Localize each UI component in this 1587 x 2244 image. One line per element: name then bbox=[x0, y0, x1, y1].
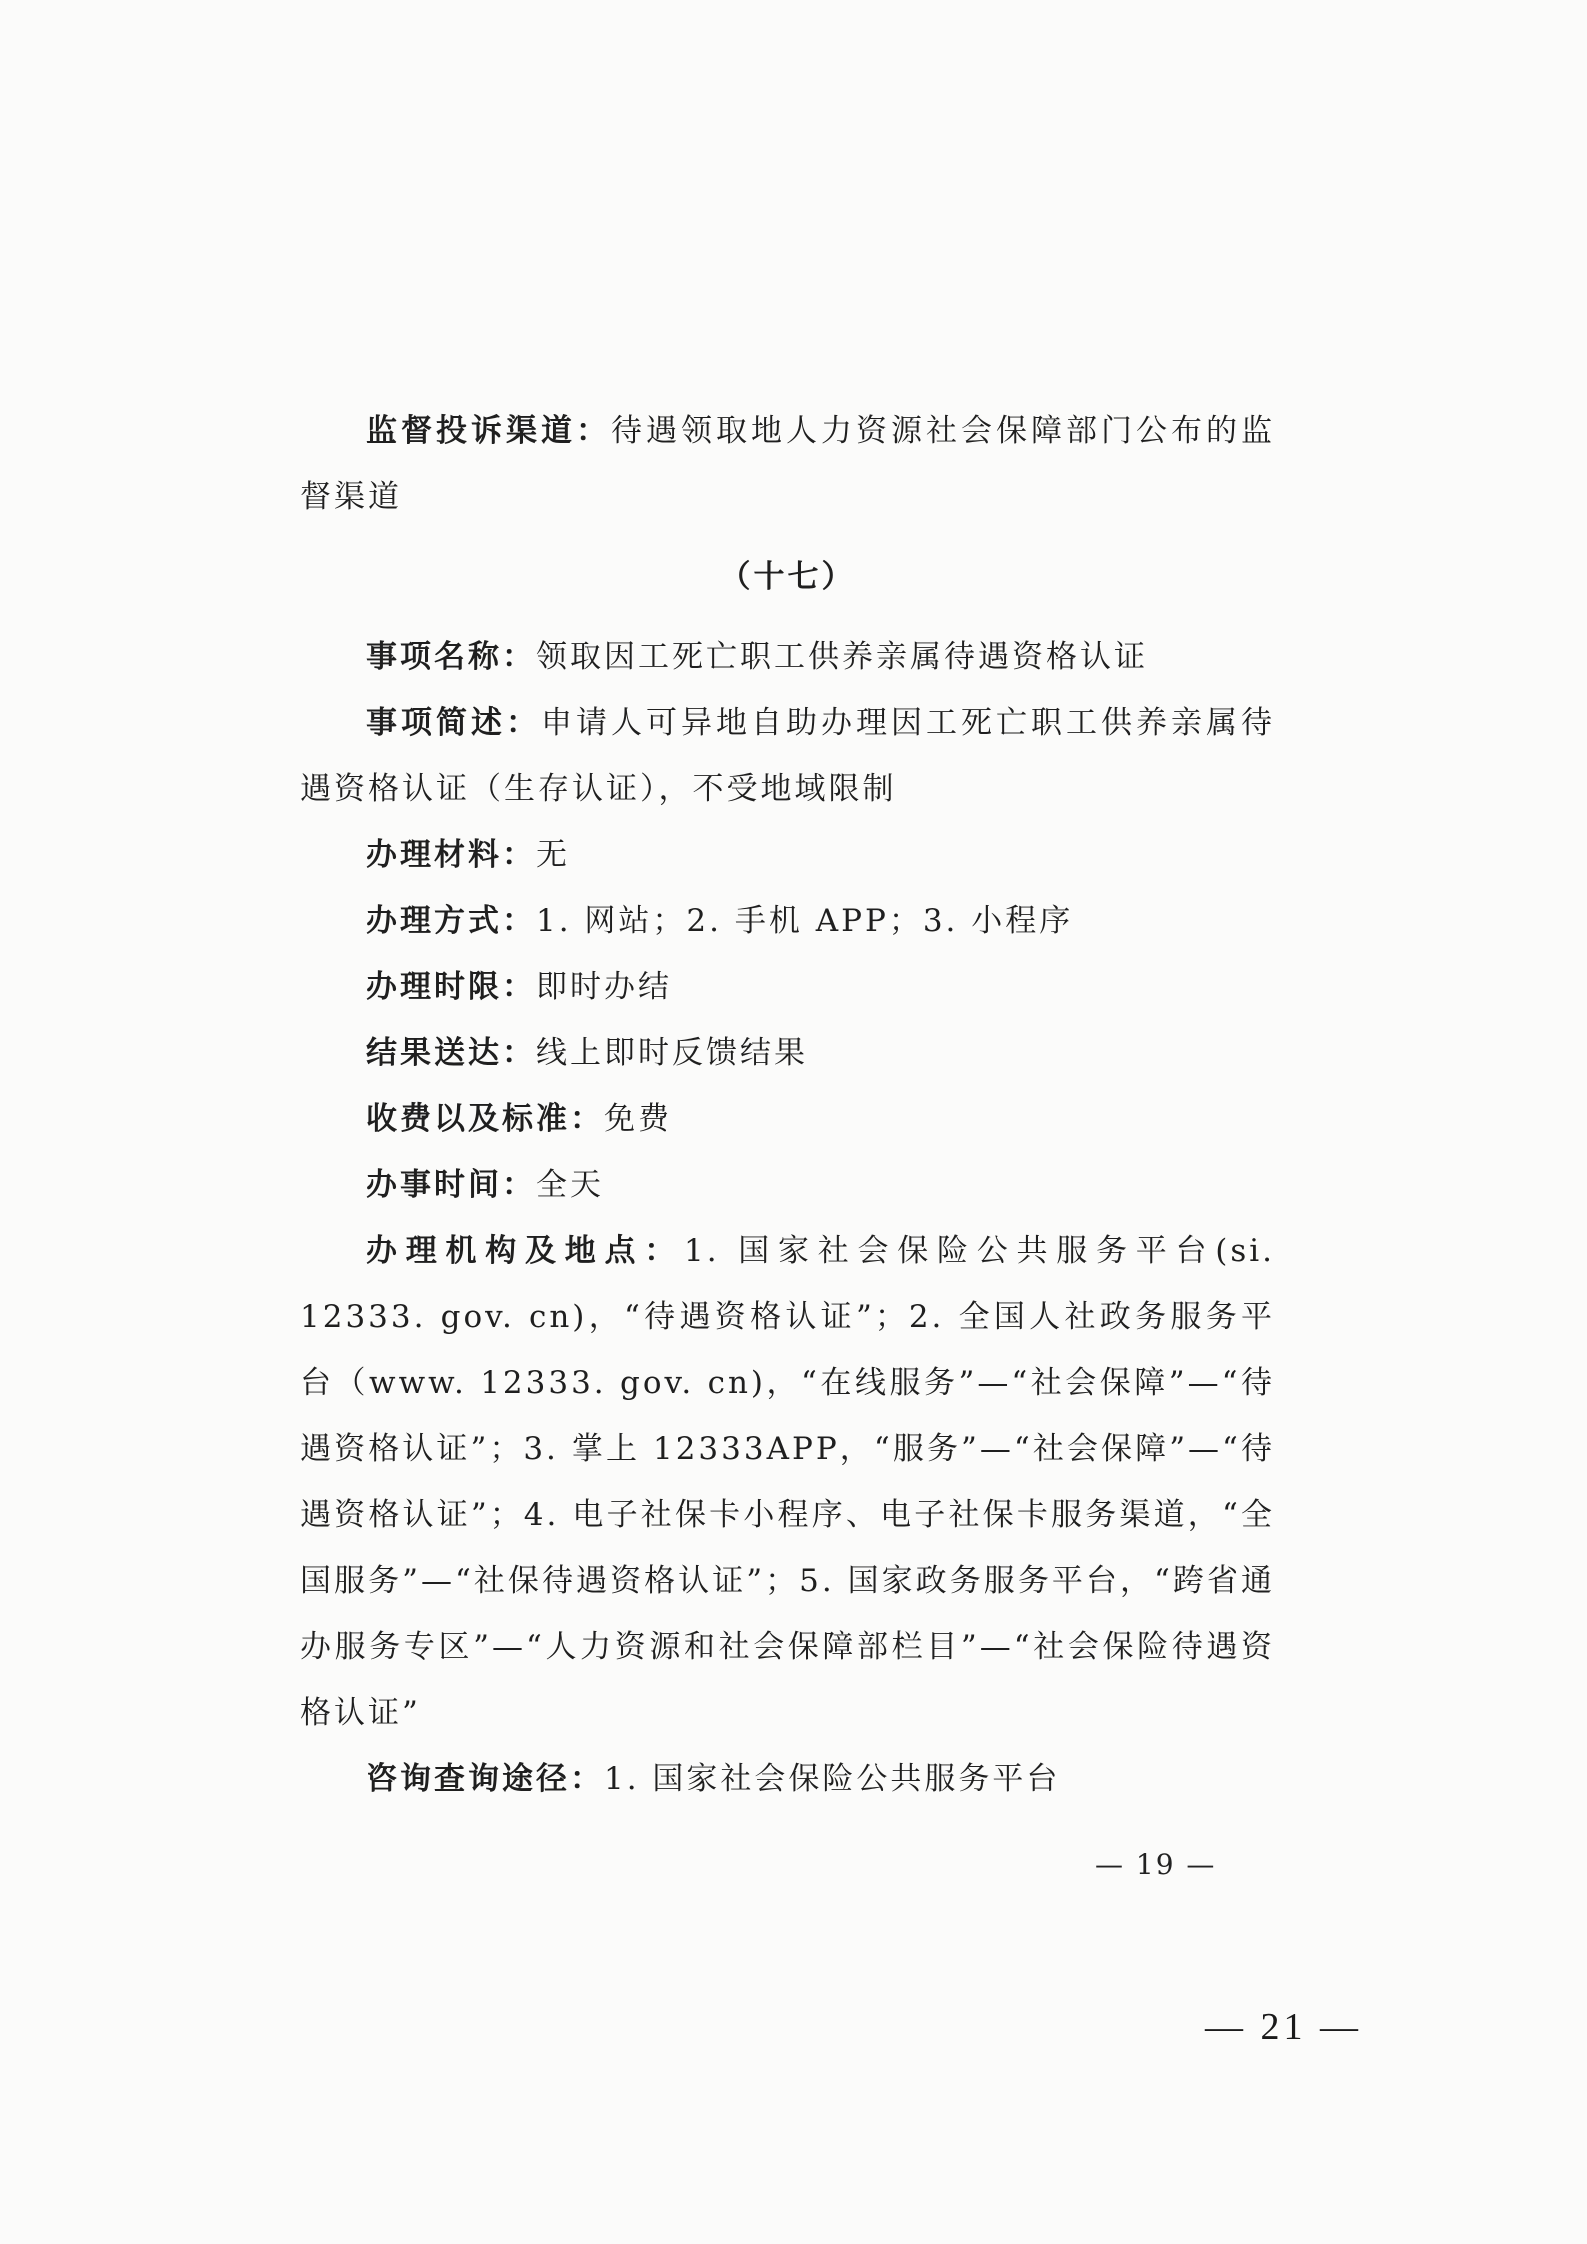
item-text: 1. 国家社会保险公共服务平台 bbox=[604, 1761, 1061, 1797]
item-text: 无 bbox=[536, 837, 570, 873]
supervision-text: 待遇领取地人力资源社会保障部门公布的监督渠道 bbox=[300, 413, 1275, 515]
supervision-label: 监督投诉渠道： bbox=[366, 413, 611, 449]
item-text: 1. 国家社会保险公共服务平台(si. 12333. gov. cn)，“待遇资格认证”；2. 全国人社政务服务平台（www. 12333. gov. cn)，“在线服务”—“社会保障”—“待遇资格认证”；3. 掌上 12333APP，“服务”—“社会保障”—“待遇资格认证”；4. 电子社保卡小程序、电子社保卡服务渠道，“全国服务”—“社保待遇资格认证”；5. 国家政务服务平台，“跨省通办服务专区”—“人力资源和社会保障部栏目”—“社会保险待遇资格认证” bbox=[300, 1233, 1276, 1731]
item-text: 即时办结 bbox=[536, 969, 672, 1005]
item-method-paragraph bbox=[300, 888, 1275, 954]
item-label: 办理时限： bbox=[366, 969, 536, 1005]
item-label: 办事时间： bbox=[366, 1167, 536, 1203]
supervision-paragraph bbox=[300, 398, 1275, 530]
outer-page-number: — 21 — bbox=[1205, 2006, 1362, 2048]
item-label: 事项名称： bbox=[366, 639, 536, 675]
item-label: 事项简述： bbox=[366, 705, 541, 741]
item-result-delivery-paragraph bbox=[300, 1020, 1275, 1086]
item-label: 结果送达： bbox=[366, 1035, 536, 1071]
item-materials-paragraph bbox=[300, 822, 1275, 888]
item-text: 申请人可异地自助办理因工死亡职工供养亲属待遇资格认证（生存认证），不受地域限制 bbox=[300, 705, 1275, 807]
item-label: 办理材料： bbox=[366, 837, 536, 873]
item-text: 1. 网站；2. 手机 APP；3. 小程序 bbox=[536, 903, 1074, 939]
item-inquiry-paragraph bbox=[300, 1746, 1275, 1812]
item-summary-paragraph bbox=[300, 690, 1275, 822]
item-label: 办理方式： bbox=[366, 903, 536, 939]
item-office-hours-paragraph bbox=[300, 1152, 1275, 1218]
spacer bbox=[300, 610, 1275, 624]
item-label: 收费以及标准： bbox=[366, 1101, 604, 1137]
item-text: 免费 bbox=[604, 1101, 672, 1137]
item-text: 全天 bbox=[536, 1167, 604, 1203]
item-label: 办理机构及地点： bbox=[366, 1233, 685, 1269]
spacer bbox=[300, 530, 1275, 544]
inner-page-number: — 19 — bbox=[1095, 1848, 1217, 1881]
document-body bbox=[300, 398, 1275, 1812]
item-time-limit-paragraph bbox=[300, 954, 1275, 1020]
item-fee-paragraph bbox=[300, 1086, 1275, 1152]
item-label: 咨询查询途径： bbox=[366, 1761, 604, 1797]
item-text: 线上即时反馈结果 bbox=[536, 1035, 808, 1071]
item-agency-location-paragraph bbox=[300, 1218, 1275, 1746]
section-title: （十七） bbox=[719, 559, 856, 595]
item-name-paragraph bbox=[300, 624, 1275, 690]
item-text: 领取因工死亡职工供养亲属待遇资格认证 bbox=[536, 639, 1148, 675]
